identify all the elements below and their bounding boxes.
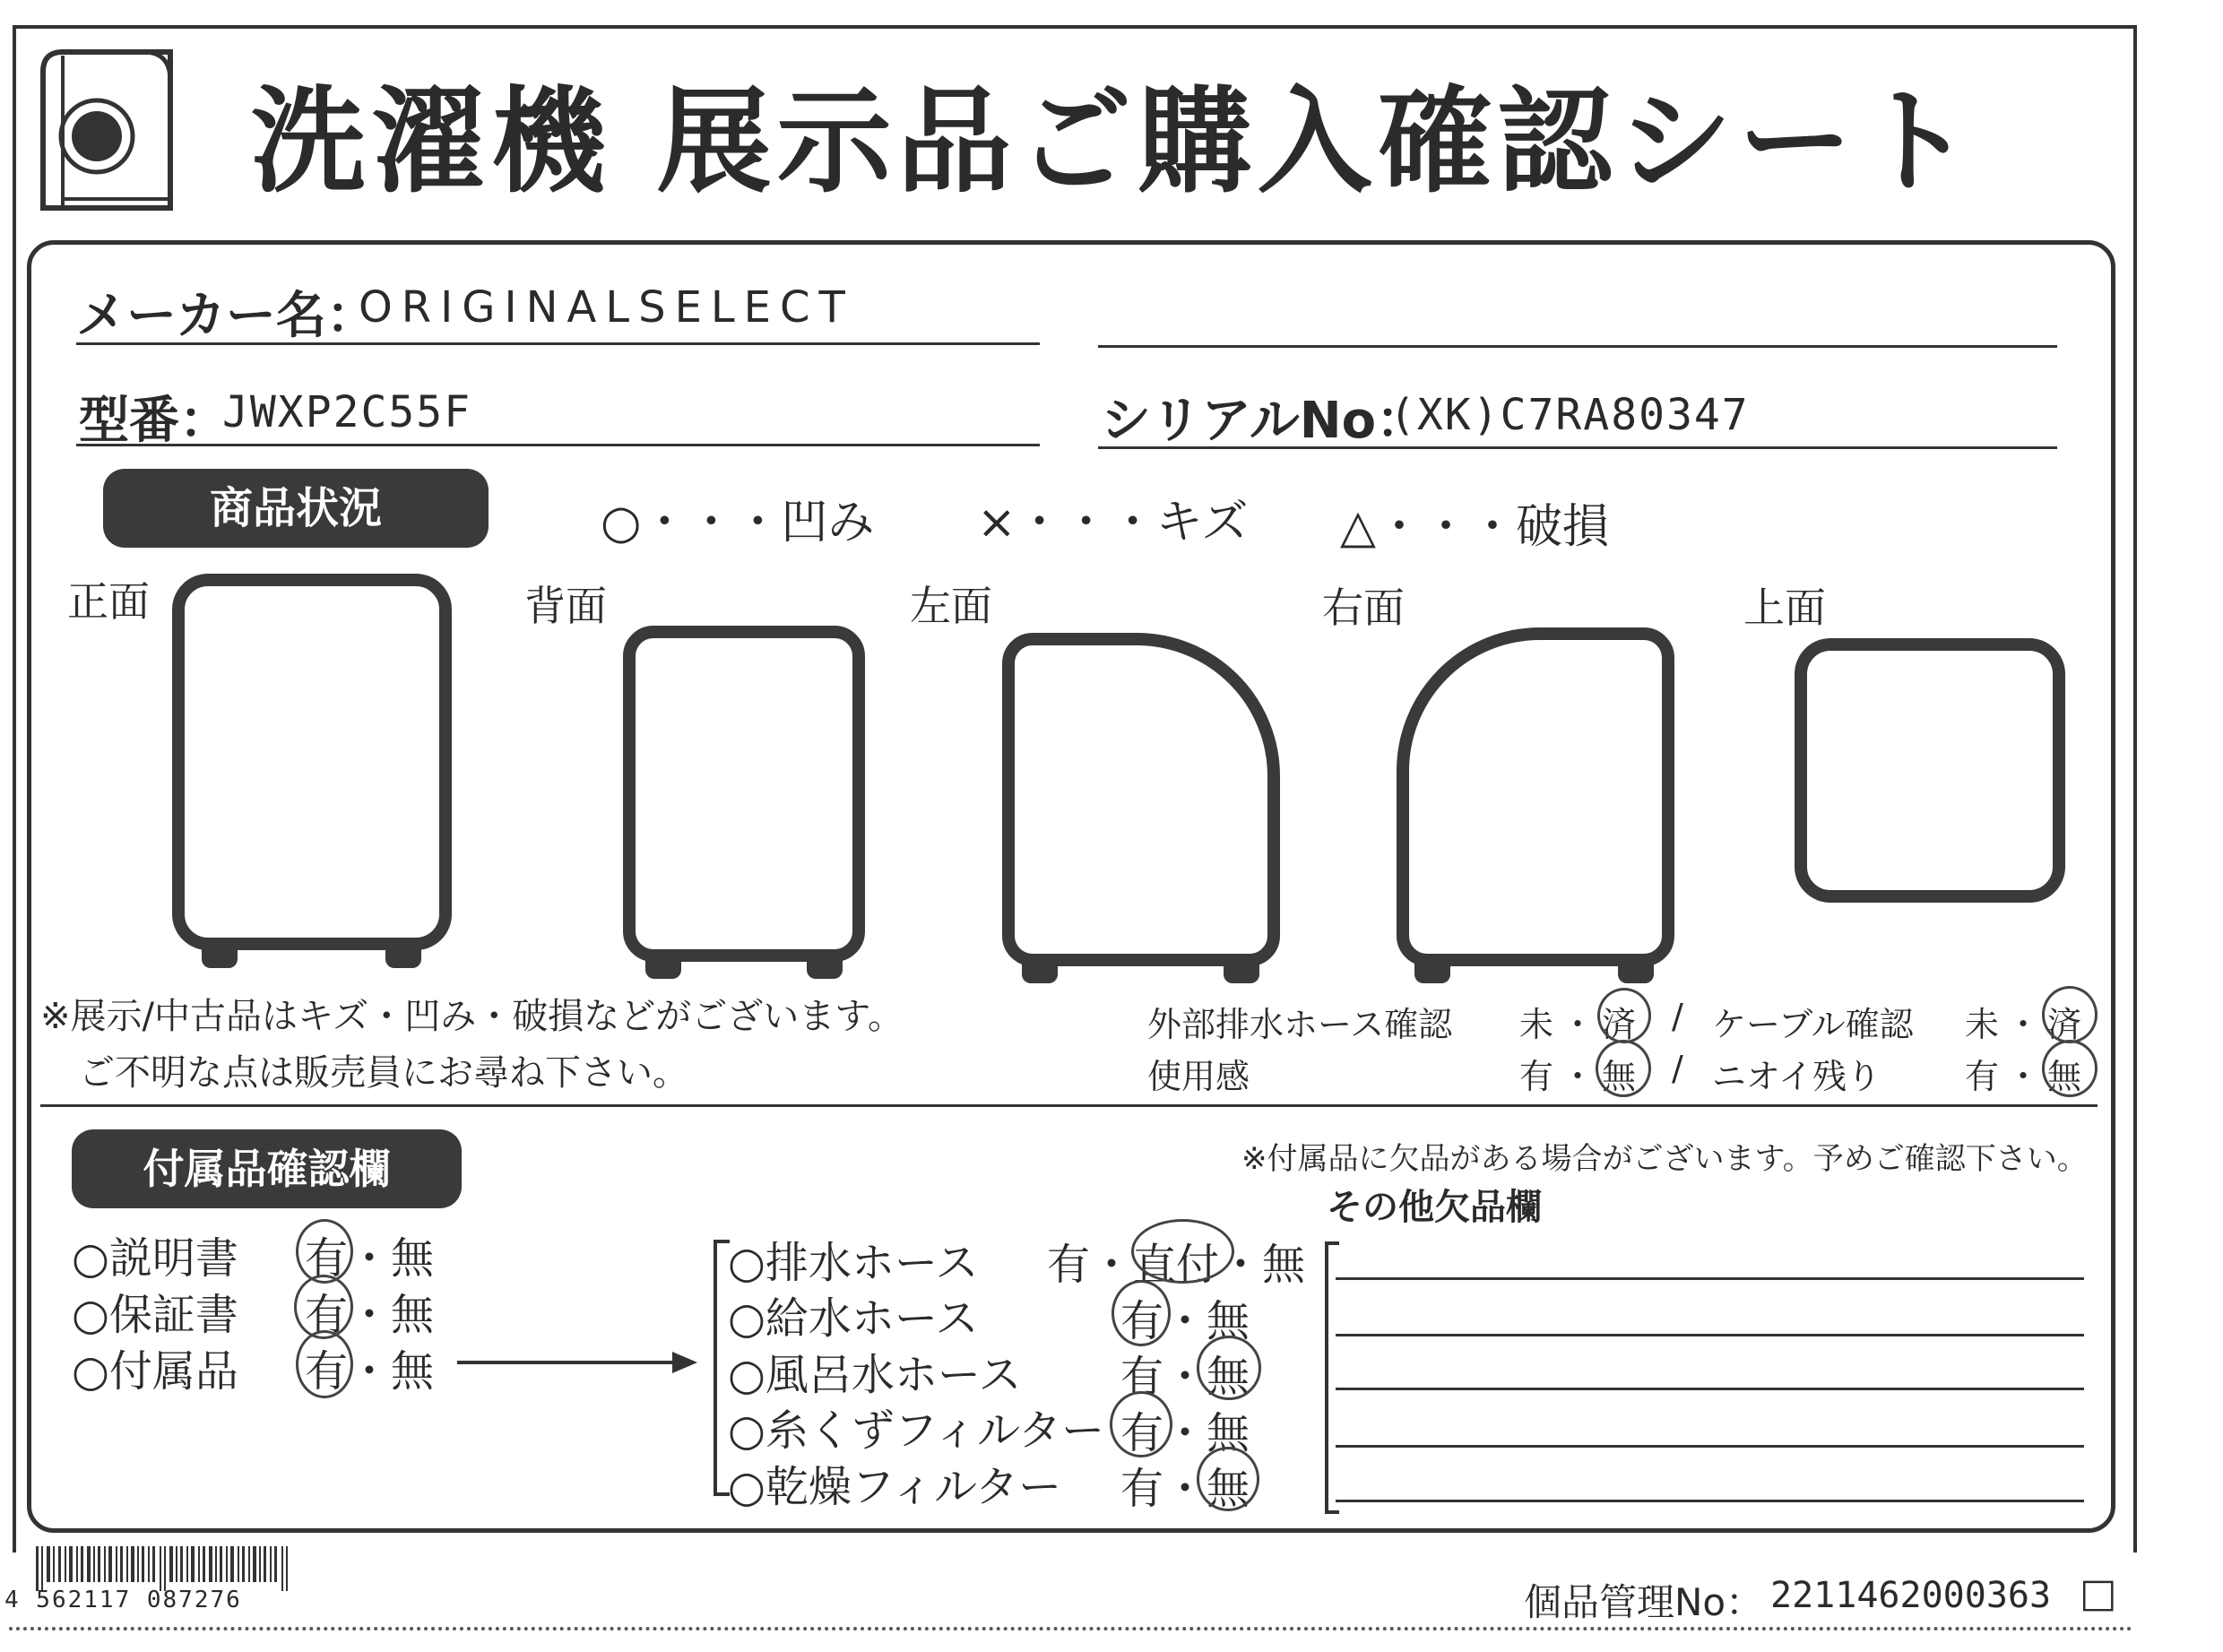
memo-line-4[interactable] [1336,1445,2084,1448]
doc-accessories-label: ○付属品 [72,1346,238,1397]
check-usage-selected-mark [1596,1040,1651,1097]
front-view-outline[interactable] [172,574,452,950]
doc-warranty-options[interactable]: 有・無 [305,1290,435,1340]
item-lint-filter-label: ○糸くずフィルター [728,1405,1105,1456]
notice-line-2: ご不明な点は販売員にお尋ね下さい。 [79,1052,688,1094]
maker-underline [76,342,1040,345]
model-label: 型番： [79,392,229,450]
legend-dent: ○・・・凹み [601,496,875,549]
left-view-outline[interactable] [1002,633,1280,966]
view-label-front: 正面 [67,577,150,626]
accessories-note: ※付属品に欠品がある場合がございます。予めご確認下さい。 [1241,1141,2088,1177]
item-no-value: 2211462000363 [1770,1575,2052,1616]
check-drain-hose-selected-mark [1597,988,1651,1043]
front-view-foot-right [385,948,421,968]
view-label-back: 背面 [524,582,607,630]
left-view-foot-left [1022,964,1058,983]
front-view-foot-left [202,948,238,968]
serial-value[interactable]: (XK)C7RA80347 [1389,390,1750,440]
item-bath-hose-options[interactable]: 有・無 [1120,1352,1250,1402]
check-separator-2: / [1672,1049,1683,1088]
model-value[interactable]: JWXP2C55F [222,387,472,437]
doc-warranty-label: ○保証書 [72,1290,238,1340]
back-view-foot-right [807,959,843,979]
memo-line-3[interactable] [1336,1388,2084,1390]
blank-underline [1098,345,2057,348]
check-drain-hose-options[interactable]: 未・済 [1519,1005,1644,1044]
checkbox[interactable]: □ [2080,1570,2117,1616]
item-lint-filter-options[interactable]: 有・無 [1120,1408,1250,1458]
maker-value[interactable]: ORIGINALSELECT [359,282,854,333]
right-view-foot-right [1618,964,1654,983]
item-drain-hose-selected-mark [1131,1219,1234,1284]
serial-underline [1098,446,2057,449]
serial-label: シリアルNo： [1101,392,1427,450]
sheet-title: 洗濯機 展示品ご購入確認シート [251,75,1978,209]
top-view-outline[interactable] [1795,638,2065,903]
doc-manual-label: ○説明書 [72,1233,238,1284]
doc-accessories-options[interactable]: 有・無 [305,1346,435,1397]
notice-line-1: ※展示/中古品はキズ・凹み・破損などがございます。 [40,996,904,1037]
check-odor-options[interactable]: 有・無 [1965,1057,2089,1096]
item-bath-hose-selected-mark [1197,1336,1261,1400]
maker-label: メーカー名： [76,287,376,345]
legend-scratch: ×・・・キズ [977,496,1249,549]
item-lint-filter-selected-mark [1110,1391,1172,1457]
item-dryer-filter-selected-mark [1197,1447,1259,1511]
view-label-top: 上面 [1743,584,1826,632]
doc-accessories-selected-mark [296,1330,353,1398]
view-label-left: 左面 [910,582,992,630]
check-separator-1: / [1672,997,1683,1036]
check-usage-label: 使用感 [1147,1057,1250,1096]
left-view-foot-right [1224,964,1259,983]
item-drain-hose-label: ○排水ホース [728,1238,979,1288]
footer-dotted-rule [9,1627,2133,1630]
memo-line-2[interactable] [1336,1334,2084,1336]
view-label-right: 右面 [1322,584,1405,632]
back-view-outline[interactable] [623,626,865,962]
item-dryer-filter-label: ○乾燥フィルター [728,1462,1062,1512]
washing-machine-icon [36,45,184,215]
item-dryer-filter-options[interactable]: 有・無 [1120,1464,1250,1514]
legend-damage: △・・・破損 [1340,500,1609,554]
check-cable-options[interactable]: 未・済 [1965,1005,2089,1044]
right-view-outline[interactable] [1397,627,1674,966]
section-divider [40,1104,2098,1107]
item-supply-hose-options[interactable]: 有・無 [1120,1296,1250,1346]
item-drain-hose-options[interactable]: 有・直付・無 [1047,1240,1306,1290]
check-drain-hose-label: 外部排水ホース確認 [1147,1005,1453,1044]
item-bath-hose-label: ○風呂水ホース [728,1350,1022,1400]
back-view-foot-left [645,959,681,979]
check-cable-selected-mark [2042,986,2098,1043]
item-supply-hose-label: ○給水ホース [728,1293,979,1344]
barcode-number: 4 562117 087276 [4,1587,242,1613]
condition-heading: 商品状況 [103,469,489,548]
other-missing-heading: その他欠品欄 [1327,1187,1542,1228]
item-supply-hose-selected-mark [1112,1280,1171,1346]
item-no-label: 個品管理No： [1524,1580,1764,1624]
doc-manual-options[interactable]: 有・無 [305,1233,435,1284]
check-odor-selected-mark [2042,1040,2098,1097]
accessories-heading: 付属品確認欄 [72,1129,462,1208]
model-underline [76,444,1040,446]
right-view-foot-left [1414,964,1450,983]
check-cable-label: ケーブル確認 [1712,1005,1914,1044]
memo-line-1[interactable] [1336,1277,2084,1280]
check-odor-label: ニオイ残り [1712,1057,1881,1096]
memo-bracket [1325,1241,1339,1514]
memo-line-5[interactable] [1336,1500,2084,1502]
arrow-right-icon [457,1345,699,1380]
check-usage-options[interactable]: 有・無 [1519,1057,1644,1096]
